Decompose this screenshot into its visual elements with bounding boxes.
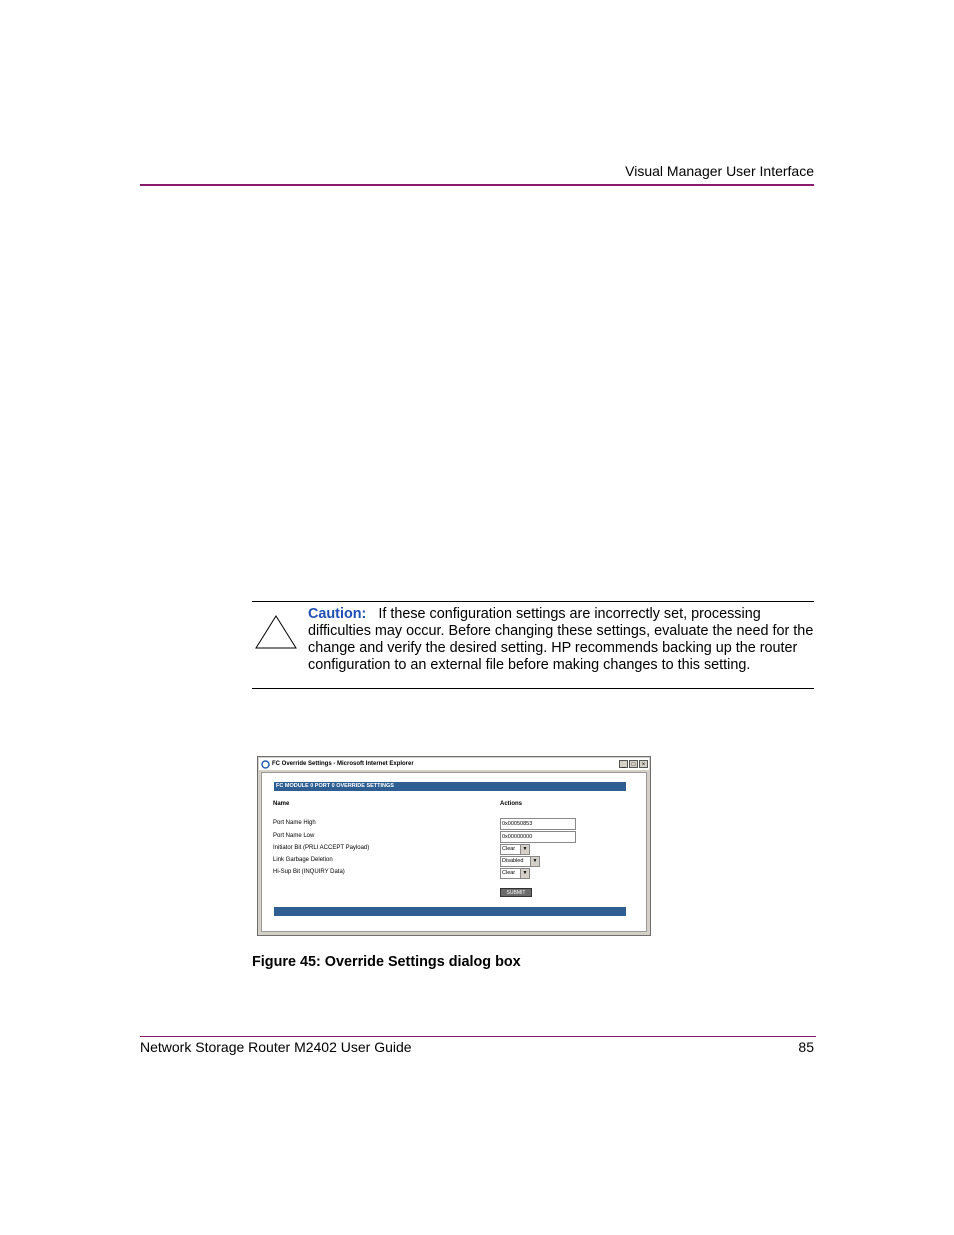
actions-column-header: Actions — [500, 801, 523, 807]
initiator-bit-value: Clear — [502, 846, 516, 852]
footer-rule — [140, 1036, 816, 1037]
bottom-bar — [274, 907, 626, 916]
hi-sup-bit-select[interactable] — [500, 868, 530, 879]
override-settings-window — [257, 756, 651, 936]
window-title: FC Override Settings - Microsoft Internet Explorer — [272, 761, 414, 767]
hi-sup-bit-label: Hi-Sup Bit (INQUIRY Data) — [273, 869, 345, 875]
port-name-low-input[interactable]: 0x00000000 — [500, 831, 576, 843]
hi-sup-bit-value: Clear — [502, 870, 516, 876]
dialog-content — [261, 772, 647, 932]
link-garbage-deletion-value: Disabled — [502, 858, 524, 864]
initiator-bit-label: Initiator Bit (PRLI ACCEPT Payload) — [273, 845, 370, 851]
window-titlebar — [259, 758, 649, 770]
link-garbage-deletion-select[interactable] — [500, 856, 540, 867]
port-name-high-label: Port Name High — [273, 820, 316, 826]
chevron-down-icon: ▼ — [530, 857, 539, 866]
chevron-down-icon: ▼ — [520, 869, 529, 878]
section-title-bar: FC MODULE 0 PORT 0 OVERRIDE SETTINGS — [274, 782, 626, 791]
submit-button[interactable]: SUBMIT — [500, 888, 532, 897]
port-name-low-label: Port Name Low — [273, 833, 315, 839]
header-rule — [140, 184, 814, 186]
chevron-down-icon: ▼ — [520, 845, 529, 854]
caution-bottom-rule — [252, 688, 814, 689]
caution-note — [308, 606, 814, 674]
warning-triangle-icon — [254, 614, 298, 650]
caution-top-rule — [252, 601, 814, 602]
maximize-button[interactable]: □ — [629, 760, 638, 768]
caution-body: If these configuration settings are incorrectly set, processing difficulties may occur. Before changing these settings, evaluate the need for the change and verify the desired setting. HP recommends backing up the router configuration to an external file before making changes to this setting. — [308, 606, 814, 673]
footer-doc-title: Network Storage Router M2402 User Guide — [140, 1039, 412, 1055]
name-column-header: Name — [273, 801, 290, 807]
close-button[interactable]: × — [639, 760, 648, 768]
port-name-high-input[interactable]: 0x00050853 — [500, 818, 576, 830]
link-garbage-deletion-label: Link Garbage Deletion — [273, 857, 333, 863]
figure-caption: Figure 45: Override Settings dialog box — [252, 954, 521, 970]
initiator-bit-select[interactable] — [500, 844, 530, 855]
running-header: Visual Manager User Interface — [625, 163, 814, 179]
page-number: 85 — [798, 1039, 814, 1055]
caution-label: Caution: — [308, 606, 367, 622]
minimize-button[interactable]: _ — [619, 760, 628, 768]
ie-icon — [261, 760, 270, 769]
